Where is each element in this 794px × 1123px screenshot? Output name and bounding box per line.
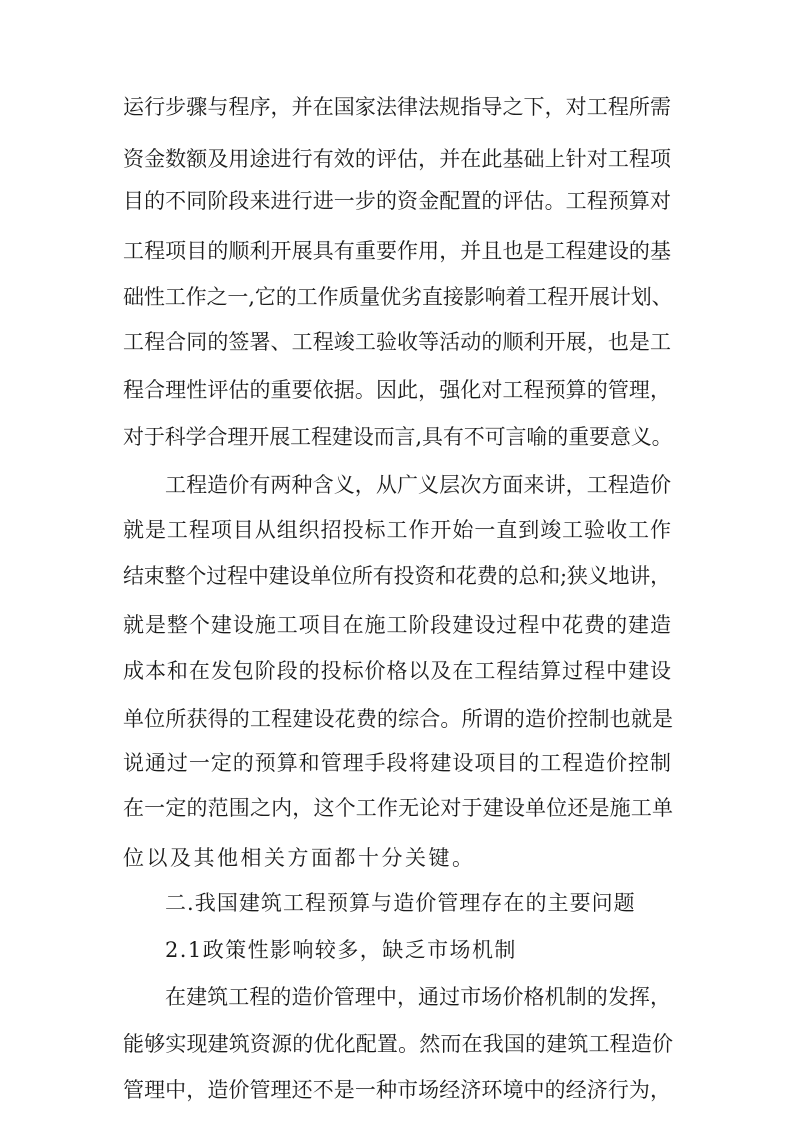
body-text-line: 位以及其他相关方面都十分关键。 (123, 846, 476, 870)
body-text-line: 就是工程项目从组织招投标工作开始一直到竣工验收工作 (123, 518, 672, 542)
body-text-line: 管理中，造价管理还不是一种市场经济环境中的经济行为， (123, 1078, 672, 1102)
body-text-line: 程合理性评估的重要依据。因此，强化对工程预算的管理， (123, 378, 672, 402)
body-text-line: 资金数额及用途进行有效的评估，并在此基础上针对工程项 (123, 147, 672, 171)
body-text-line: 在一定的范围之内，这个工作无论对于建设单位还是施工单 (123, 796, 674, 820)
body-text-line: 工程项目的顺利开展具有重要作用，并且也是工程建设的基 (123, 239, 672, 263)
body-text-line: 单位所获得的工程建设花费的综合。所谓的造价控制也就是 (123, 707, 674, 731)
paragraph-first-line: 工程造价有两种含义，从广义层次方面来讲，工程造价 (165, 473, 672, 497)
body-text-line: 能够实现建筑资源的优化配置。然而在我国的建筑工程造价 (123, 1032, 674, 1056)
subsection-heading: 2.1政策性影响较多，缺乏市场机制 (165, 938, 517, 962)
paragraph-first-line: 在建筑工程的造价管理中，通过市场价格机制的发挥， (165, 985, 672, 1009)
body-text-line: 工程合同的签署、工程竣工验收等活动的顺利开展，也是工 (123, 330, 672, 354)
body-text-line: 对于科学合理开展工程建设而言,具有不可言喻的重要意义。 (123, 425, 673, 449)
body-text-line: 成本和在发包阶段的投标价格以及在工程结算过程中建设 (123, 659, 672, 683)
body-text-line: 结束整个过程中建设单位所有投资和花费的总和;狭义地讲， (123, 564, 671, 588)
body-text-line: 说通过一定的预算和管理手段将建设项目的工程造价控制 (123, 751, 672, 775)
body-text-line: 就是整个建设施工项目在施工阶段建设过程中花费的建造 (123, 613, 672, 637)
body-text-line: 目的不同阶段来进行进一步的资金配置的评估。工程预算对 (123, 189, 672, 213)
body-text-line: 础性工作之一,它的工作质量优劣直接影响着工程开展计划、 (123, 285, 673, 309)
body-text-line: 运行步骤与程序，并在国家法律法规指导之下，对工程所需 (123, 95, 672, 119)
section-heading: 二.我国建筑工程预算与造价管理存在的主要问题 (165, 891, 636, 915)
